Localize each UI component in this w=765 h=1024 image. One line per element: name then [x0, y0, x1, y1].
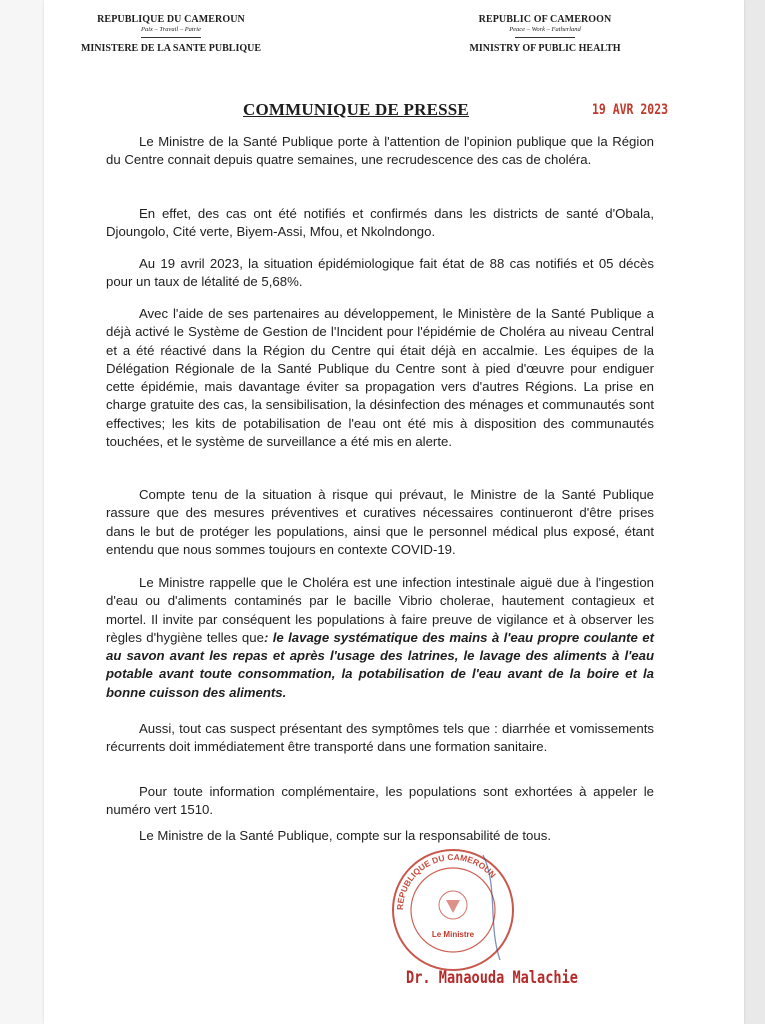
- country-en: REPUBLIC OF CAMEROON: [478, 14, 612, 25]
- date-stamp: 19 AVR 2023: [592, 102, 669, 118]
- header-right: [430, 14, 660, 54]
- header-divider: [141, 37, 201, 38]
- motto-en: Peace – Work – Fatherland: [509, 26, 581, 33]
- paragraph-8: Pour toute information complémentaire, les populations sont exhortées à appeler le numéro vert 1510.: [106, 784, 654, 818]
- country-fr: REPUBLIQUE DU CAMEROUN: [97, 14, 245, 25]
- left-margin-shade: [0, 0, 50, 1024]
- paragraph-7: Aussi, tout cas suspect présentant des symptômes tels que : diarrhée et vomissements récurrents doit immédiatement être transporté dans une formation sanitaire.: [106, 721, 654, 755]
- header-divider: [515, 37, 575, 38]
- paragraph-9: Le Ministre de la Santé Publique, compte sur la responsabilité de tous.: [139, 828, 551, 843]
- paragraph-1: Le Ministre de la Santé Publique porte à l'attention de l'opinion publique que la Région du Centre connait depuis quatre semaines, une recrudescence des cas de choléra.: [106, 134, 654, 168]
- ministry-fr: MINISTERE DE LA SANTE PUBLIQUE: [80, 43, 262, 54]
- hygiene-rules-emphasis: : le lavage systématique des mains à l'eau propre coulante et au savon avant les repas et après l'usage des latrines, le lavage des aliments à l'eau potable avant toute consommation, la potabilisation de l'eau avant de la boire et la bonne cuisson des aliments.: [106, 629, 654, 700]
- paragraph-2: En effet, des cas ont été notifiés et confirmés dans les districts de santé d'Obala, Djoungolo, Cité verte, Biyem-Assi, Mfou, et Nkolndongo.: [106, 206, 654, 240]
- svg-text:REPUBLIQUE DU CAMEROUN: REPUBLIQUE DU CAMEROUN: [394, 851, 498, 911]
- paragraph-6: Le Ministre rappelle que le Choléra est une infection intestinale aiguë due à l'ingestion d'eau ou d'aliments contaminés par le bacille Vibrio cholerae, hautement contagieux et mortel. Il invite par conséquent les populations à faire preuve de vigilance et à observer les règles d'hygiène telles que: le lavage systématique des mains à l'eau propre coulante et au savon avant les repas et après l'usage des latrines, le lavage des aliments à l'eau potable avant toute consommation, la potabilisation de l'eau avant de la boire et la bonne cuisson des aliments.: [106, 575, 654, 700]
- signature: Dr. Manaouda Malachie: [406, 968, 578, 988]
- paragraph-5: Compte tenu de la situation à risque qui prévaut, le Ministre de la Santé Publique rassure que des mesures préventives et curatives nécessaires continueront d'être prises dans le but de protéger les populations, ainsi que le personnel médical plus exposé, étant entendu que nous sommes toujours en contexte COVID-19.: [106, 487, 654, 557]
- motto-fr: Paix – Travail – Patrie: [141, 26, 201, 33]
- ministry-en: MINISTRY OF PUBLIC HEALTH: [469, 43, 621, 54]
- page-title: COMMUNIQUE DE PRESSE: [243, 100, 469, 119]
- ministry-seal: [388, 845, 518, 975]
- paragraph-4: Avec l'aide de ses partenaires au développement, le Ministère de la Santé Publique a déjà activé le Système de Gestion de l'Incident pour l'épidémie de Choléra au niveau Central et a été réactivé dans la Région du Centre qui était déjà en accalmie. Les équipes de la Délégation Régionale de la Santé Publique du Centre sont à pied d'œuvre pour endiguer cette épidémie, mais davantage éviter sa propagation vers d'autres Régions. La prise en charge gratuite des cas, la sensibilisation, la désinfection des ménages et communautés sont effectives; les kits de potabilisation de l'eau ont été mis à disposition des communautés touchées, et le système de surveillance a été mis en alerte.: [106, 306, 654, 450]
- paragraph-3: Au 19 avril 2023, la situation épidémiologique fait état de 88 cas notifiés et 05 décès pour un taux de létalité de 5,68%.: [106, 256, 654, 290]
- header-left: [56, 14, 286, 54]
- seal-minister-label: Le Ministre: [431, 930, 475, 939]
